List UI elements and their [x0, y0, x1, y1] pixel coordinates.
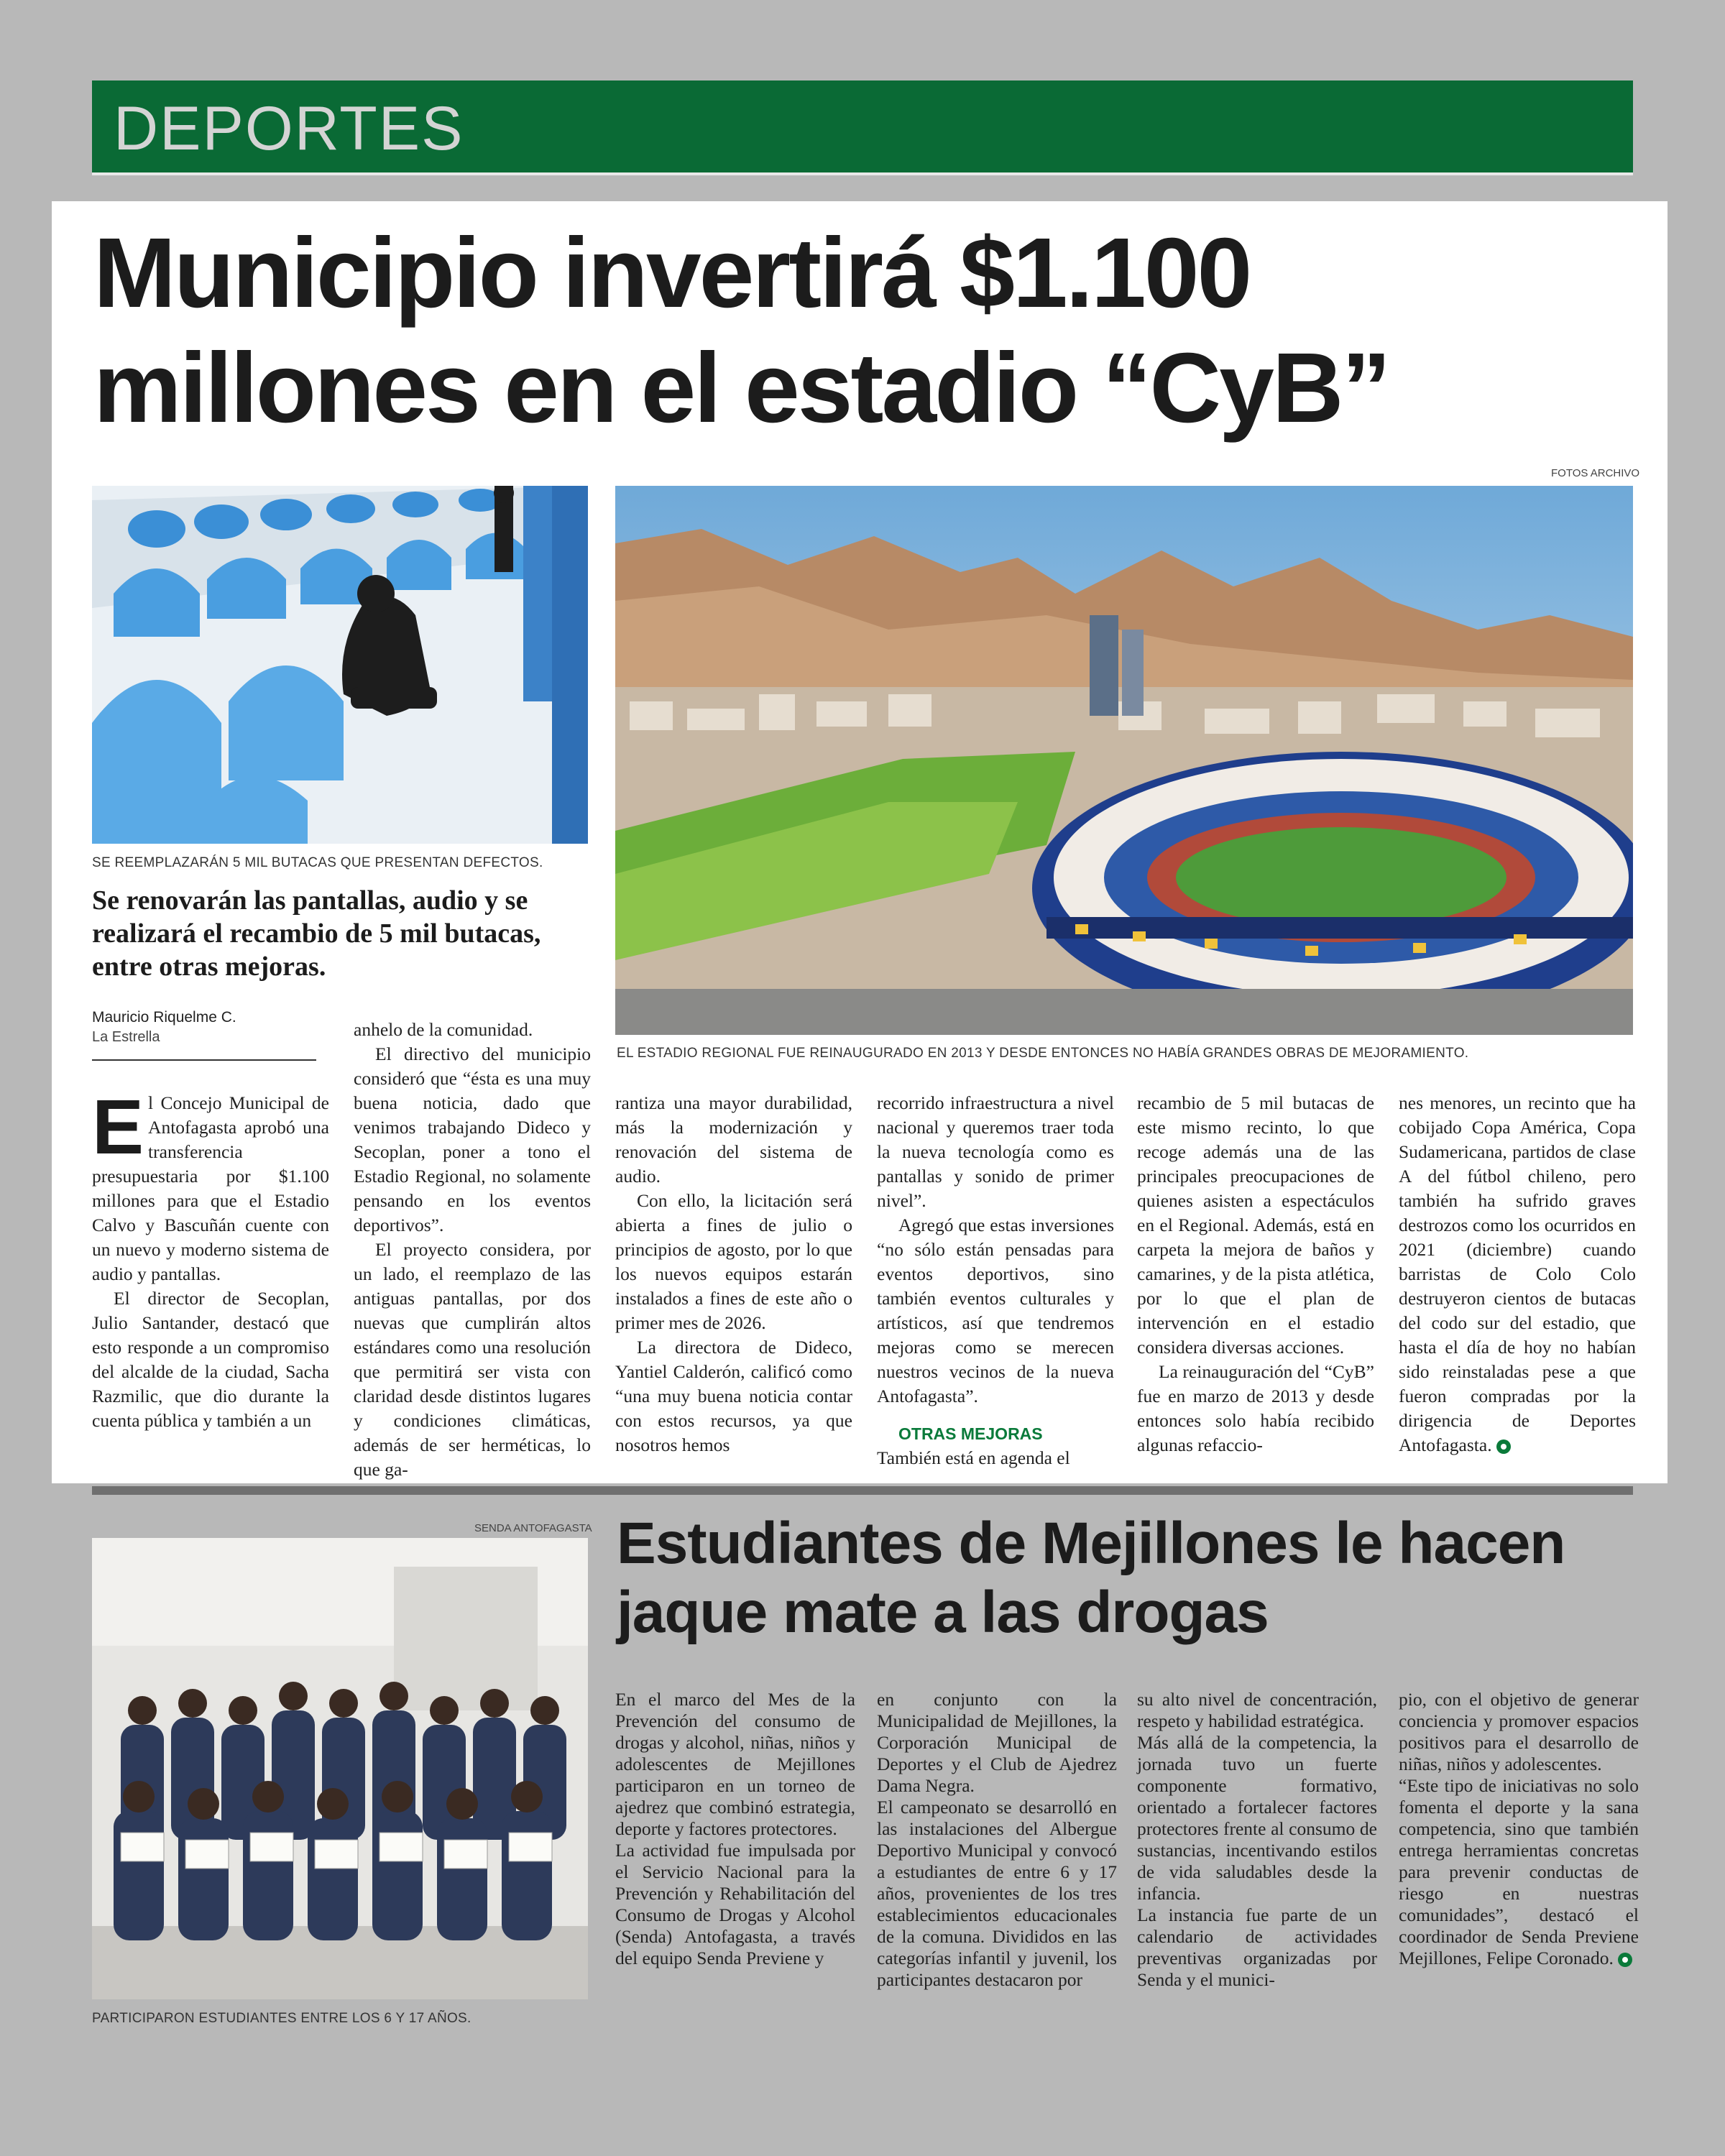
col4-p3: También está en agenda el: [877, 1447, 1070, 1468]
photo-credit: FOTOS ARCHIVO: [1551, 467, 1640, 479]
photo1-caption: SE REEMPLAZARÁN 5 MIL BUTACAS QUE PRESENTAN DEFECTOS.: [92, 855, 543, 870]
author-org: La Estrella: [92, 1029, 160, 1045]
col4-heading: OTRAS MEJORAS: [898, 1424, 1043, 1443]
seats-photo: [92, 486, 588, 844]
article2-col4: [1399, 1689, 1639, 1969]
photo3-caption: PARTICIPARON ESTUDIANTES ENTRE LOS 6 Y 17 AÑOS.: [92, 2011, 472, 2026]
a2-col3-p2: Más allá de la competencia, la jornada tuvo un fuerte componente formativo, orientado a fortalecer factores protectores frente al consumo de sustancias, incentivando estilos de vida saludables desde la infancia.: [1137, 1732, 1377, 1904]
a2-col1-p1: En el marco del Mes de la Prevención del consumo de drogas y alcohol, niñas, niños y adolescentes de Mejillones participaron en un torneo de ajedrez que combinó estrategia, deporte y factores protectores.: [615, 1689, 855, 1839]
stadium-photo: [615, 486, 1633, 1035]
col3-p2: Con ello, la licitación será abierta a fines de julio o principios de agosto, por lo que los nuevos equipos estarán instalados a fines de este año o primer mes de 2026.: [615, 1190, 852, 1333]
author-name: Mauricio Riquelme C.: [92, 1009, 236, 1026]
a2-col4-p1: pio, con el objetivo de generar conciencia y promover espacios positivos para el desarrollo de niñas, niños y adolescentes.: [1399, 1689, 1639, 1774]
a2-col3-p3: La instancia fue parte de un calendario de actividades preventivas organizadas por Senda y el munici-: [1137, 1904, 1377, 1990]
a2-col3-p1: su alto nivel de concentración, respeto y habilidad estratégica.: [1137, 1689, 1377, 1731]
a2-col2-p2: El campeonato se desarrolló en las instalaciones del Albergue Deportivo Municipal y convocó a estudiantes de entre 6 y 17 años, provenientes de los tres establecimientos educacionales de la comuna. Divididos en las categorías infantil y juvenil, los participantes destacaron por: [877, 1797, 1117, 1990]
col2-p3: El proyecto considera, por un lado, el reemplazo de las antiguas pantallas, por dos nuevas que cumplirán altos estándares como una resolución que permitirá ser vista con claridad desde distintos lugares y condiciones climáticas, además de ser herméticas, lo que ga-: [354, 1239, 591, 1480]
section-header: [92, 80, 1633, 175]
author-rule: [92, 1059, 316, 1061]
article2-headline: Estudiantes de Mejillones le hacen jaque mate a las drogas: [617, 1511, 1565, 1645]
article2-col1: [615, 1689, 855, 1969]
article1-col3: [615, 1091, 852, 1457]
article2-col2: [877, 1689, 1117, 1991]
end-mark-icon: [1496, 1439, 1511, 1454]
article1-headline: Municipio invertirá $1.100 millones en el estadio “CyB”: [93, 218, 1389, 443]
photo2-credit: SENDA ANTOFAGASTA: [474, 1522, 592, 1534]
article-separator: [92, 1486, 1633, 1495]
article2-col3: [1137, 1689, 1377, 1991]
col1-p2: El director de Secoplan, Julio Santander, destacó que esto responde a un compromiso del alcalde de la ciudad, Sacha Razmilic, que dio durante la cuenta pública y también a un: [92, 1288, 329, 1431]
section-title: DEPORTES: [114, 94, 464, 163]
students-photo: [92, 1538, 588, 1999]
a2-col2-p1: en conjunto con la Municipalidad de Mejillones, la Corporación Municipal de Deportes y el Club de Ajedrez Dama Negra.: [877, 1689, 1117, 1796]
a2-col1-p2: La actividad fue impulsada por el Servicio Nacional para la Prevención y Rehabilitación del Consumo de Drogas y Alcohol (Senda) Antofagasta, a través del equipo Senda Previene y: [615, 1840, 855, 1968]
photo2-caption: EL ESTADIO REGIONAL FUE REINAUGURADO EN 2013 Y DESDE ENTONCES NO HABÍA GRANDES OBRAS DE MEJORAMIENTO.: [617, 1046, 1469, 1061]
article1-col2: [354, 1018, 591, 1482]
col6-p1: nes menores, un recinto que ha cobijado Copa América, Copa Sudamericana, partidos de clase A del fútbol chileno, pero también ha sufrido graves destrozos como los ocurridos en 2021 (diciembre) cuando barristas de Colo Colo destruyeron cientos de butacas del codo sur del estadio, que hasta el día de hoy no habían sido reinstaladas pese a que fueron compradas por la dirigencia de Deportes Antofagasta.: [1399, 1092, 1636, 1455]
col4-p1: recorrido infraestructura a nivel nacional y queremos traer toda la nueva tecnología como es pantallas y sonido de primer nivel”.: [877, 1092, 1114, 1211]
a2-col4-p2: “Este tipo de iniciativas no solo fomenta el deporte y la sana competencia, sino que también entrega herramientas concretas para prevenir conductas de riesgo en nuestras comunidades”, destacó el coordinador de Senda Previene Mejillones, Felipe Coronado.: [1399, 1775, 1639, 1968]
article1-col1: [92, 1083, 329, 1433]
col3-p1: rantiza una mayor durabilidad, más la modernización y renovación del sistema de audio.: [615, 1092, 852, 1187]
article1-col5: [1137, 1091, 1374, 1457]
col2-p1: anhelo de la comunidad.: [354, 1019, 533, 1040]
col2-p2: El directivo del municipio consideró que “ésta es una muy buena noticia, dado que venimos trabajando Dideco y Secoplan, poner a tono el Estadio Regional, no solamente pensando en los eventos deportivos”.: [354, 1044, 591, 1235]
article1-subhead: Se renovarán las pantallas, audio y se realizará el recambio de 5 mil butacas, entre otras mejoras.: [92, 885, 541, 982]
article1-col4: [877, 1091, 1114, 1470]
col5-p2: La reinauguración del “CyB” fue en marzo de 2013 y desde entonces solo había recibido algunas refaccio-: [1137, 1361, 1374, 1455]
col5-p1: recambio de 5 mil butacas de este mismo recinto, lo que recoge además una de las principales preocupaciones de quienes asisten a espectáculos en el Regional. Además, está en carpeta la mejora de baños y camarines, y de la pista atlética, por lo que el plan de intervención en el estadio considera diversas acciones.: [1137, 1092, 1374, 1358]
col1-p1: l Concejo Municipal de Antofagasta aprobó una transferencia presupuestaria por $1.100 millones para que el Estadio Calvo y Bascuñán cuente con un nuevo y moderno sistema de audio y pantallas.: [92, 1092, 329, 1284]
col3-p3: La directora de Dideco, Yantiel Calderón, calificó como “una muy buena noticia contar con estos recursos, ya que nosotros hemos: [615, 1337, 852, 1455]
col4-p2: Agregó que estas inversiones “no sólo están pensadas para eventos deportivos, sino también eventos culturales y artísticos, así que tendremos mejoras como se merecen nuestros vecinos de la nueva Antofagasta”.: [877, 1215, 1114, 1406]
dropcap: E: [92, 1083, 144, 1170]
end-mark-icon-2: [1618, 1953, 1632, 1967]
article1-col6: [1399, 1091, 1636, 1457]
